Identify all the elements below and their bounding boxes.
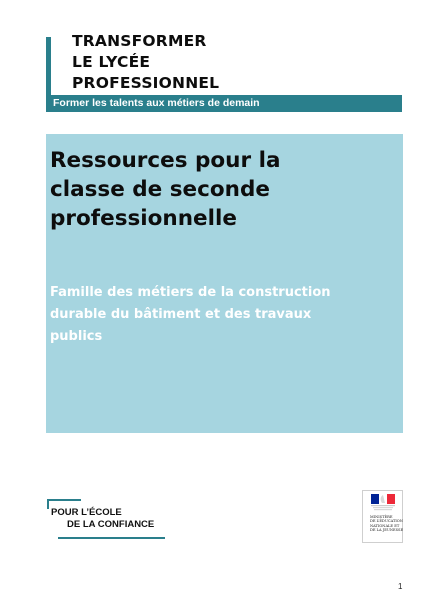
header-tagline-band [46, 95, 402, 112]
cover-subtitle-line: Famille des métiers de la construction [50, 285, 331, 300]
ministry-name-line: DE L’ÉDUCATION [370, 519, 403, 524]
slogan-line: DE LA CONFIANCE [67, 519, 155, 530]
header-title-line: TRANSFORMER [72, 32, 207, 50]
cover-title-line: classe de seconde [50, 177, 270, 202]
cover-subtitle-line: publics [50, 329, 103, 344]
header-title [72, 31, 219, 94]
header-tagline: Former les talents aux métiers de demain [53, 97, 260, 109]
ministry-logo [362, 490, 403, 543]
ministry-name-line: MINISTÈRE [370, 515, 393, 519]
slogan-side-rule [47, 499, 49, 509]
cover-title-line: professionnelle [50, 206, 237, 231]
cover-panel [46, 134, 403, 433]
slogan-bottom-rule [58, 537, 165, 539]
cover-title [50, 146, 395, 233]
cover-subtitle [50, 282, 395, 348]
ministry-name-line: NATIONALE ET [370, 523, 400, 528]
header-accent-bar [46, 37, 51, 95]
header-title-line: LE LYCÉE [72, 53, 151, 71]
slogan-line: POUR L’ÉCOLE [51, 507, 122, 518]
marianne-flag-icon [363, 491, 404, 513]
cover-subtitle-line: durable du bâtiment et des travaux [50, 307, 312, 322]
ministry-name-line: DE LA JEUNESSE [370, 528, 404, 533]
cover-title-line: Ressources pour la [50, 148, 281, 173]
ministry-name [370, 515, 403, 533]
slogan-top-rule [47, 499, 81, 501]
header-title-line: PROFESSIONNEL [72, 74, 220, 92]
page-number: 1 [398, 582, 403, 591]
